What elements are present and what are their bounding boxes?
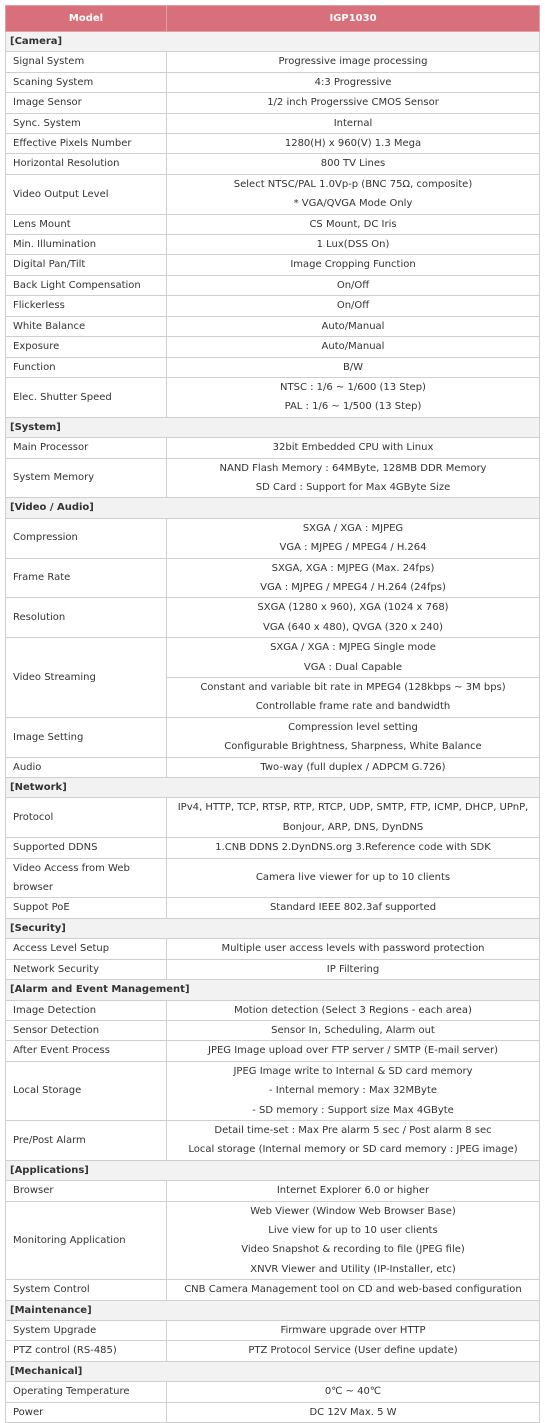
spec-label: Flickerless — [6, 296, 167, 316]
spec-row — [6, 1061, 540, 1120]
spec-value — [167, 1061, 540, 1120]
spec-value-line: - Internal memory : Max 32MByte — [268, 1085, 438, 1097]
section-title: [Maintenance] — [6, 1300, 540, 1320]
spec-value — [167, 757, 540, 777]
spec-row — [6, 717, 540, 757]
spec-label: Power — [6, 1402, 167, 1422]
spec-row — [6, 438, 540, 458]
spec-value-line: Camera live viewer for up to 10 clients — [255, 872, 451, 884]
spec-label: Access Level Setup — [6, 939, 167, 959]
spec-value — [167, 1321, 540, 1341]
section-row — [6, 1160, 540, 1180]
spec-value-line: VGA : MJPEG / MPEG4 / H.264 (24fps) — [260, 581, 446, 593]
spec-value — [167, 838, 540, 858]
spec-value-line: VGA (640 x 480), QVGA (320 x 240) — [263, 621, 443, 633]
spec-value — [167, 113, 540, 133]
spec-label: Function — [6, 357, 167, 377]
spec-row — [6, 134, 540, 154]
section-title: [System] — [6, 417, 540, 437]
spec-label: Video Streaming — [6, 638, 167, 718]
spec-label — [6, 858, 167, 898]
spec-value — [167, 134, 540, 154]
spec-value-line: Compression level setting — [288, 721, 418, 733]
spec-label: Image Detection — [6, 1000, 167, 1020]
spec-label: Suppot PoE — [6, 898, 167, 918]
spec-row — [6, 93, 540, 113]
spec-value — [167, 717, 540, 757]
spec-row — [6, 1201, 540, 1280]
section-row — [6, 980, 540, 1000]
spec-value-line: 0℃ ~ 40℃ — [324, 1386, 382, 1398]
spec-value-line: 1280(H) x 960(V) 1.3 Mega — [284, 138, 422, 150]
spec-label: Local Storage — [6, 1061, 167, 1120]
spec-row — [6, 377, 540, 417]
spec-value-line: Select NTSC/PAL 1.0Vp-p (BNC 75Ω, composite) — [233, 178, 473, 190]
spec-value-line: Image Cropping Function — [290, 259, 416, 271]
section-title: [Alarm and Event Management] — [6, 980, 540, 1000]
spec-value-line: IP Filtering — [326, 963, 380, 975]
spec-row — [6, 898, 540, 918]
spec-value-line: PTZ Protocol Service (User define update) — [248, 1345, 458, 1357]
spec-value-line: NTSC : 1/6 ~ 1/600 (13 Step) — [280, 381, 426, 393]
spec-value — [167, 638, 540, 678]
spec-row — [6, 638, 540, 678]
spec-row — [6, 296, 540, 316]
spec-value — [167, 959, 540, 979]
spec-label: System Control — [6, 1280, 167, 1300]
spec-value — [167, 316, 540, 336]
spec-value-line: Internal — [333, 117, 373, 129]
spec-row — [6, 113, 540, 133]
spec-value-line: On/Off — [336, 300, 370, 312]
spec-value-line: NAND Flash Memory : 64MByte, 128MB DDR Memory — [219, 462, 487, 474]
spec-value-line: Internet Explorer 6.0 or higher — [276, 1185, 430, 1197]
spec-label: Lens Mount — [6, 214, 167, 234]
spec-row — [6, 1020, 540, 1040]
spec-label: System Upgrade — [6, 1321, 167, 1341]
spec-row — [6, 255, 540, 275]
spec-label: Resolution — [6, 598, 167, 638]
spec-value-line: Local storage (Internal memory or SD card memory : JPEG image) — [188, 1144, 518, 1156]
spec-value-line: XNVR Viewer and Utility (IP-Installer, etc) — [250, 1263, 456, 1275]
spec-value-line: Auto/Manual — [321, 320, 385, 332]
spec-label: Supported DDNS — [6, 838, 167, 858]
spec-value-line: Standard IEEE 802.3af supported — [269, 902, 437, 914]
spec-value — [167, 174, 540, 214]
spec-value-line: Two-way (full duplex / ADPCM G.726) — [260, 761, 446, 773]
spec-row — [6, 1181, 540, 1201]
spec-value — [167, 357, 540, 377]
spec-row — [6, 939, 540, 959]
section-row — [6, 498, 540, 518]
spec-value-line: 1/2 inch Progerssive CMOS Sensor — [267, 97, 439, 109]
spec-row — [6, 518, 540, 558]
spec-row — [6, 1341, 540, 1361]
spec-row — [6, 275, 540, 295]
spec-value-line: 32bit Embedded CPU with Linux — [272, 442, 434, 454]
spec-value-line: PAL : 1/6 ~ 1/500 (13 Step) — [284, 401, 422, 413]
spec-value-line: 1.CNB DDNS 2.DynDNS.org 3.Reference code with SDK — [215, 842, 491, 854]
spec-value — [167, 214, 540, 234]
spec-row — [6, 337, 540, 357]
spec-value — [167, 558, 540, 598]
spec-value — [167, 798, 540, 838]
spec-value-line: Configurable Brightness, Sharpness, White Balance — [224, 741, 482, 753]
spec-label: Operating Temperature — [6, 1382, 167, 1402]
spec-value — [167, 93, 540, 113]
spec-value-line: Auto/Manual — [321, 341, 385, 353]
spec-value — [167, 72, 540, 92]
spec-value-line: SXGA (1280 x 960), XGA (1024 x 768) — [257, 602, 449, 614]
spec-label: White Balance — [6, 316, 167, 336]
spec-value — [167, 1181, 540, 1201]
spec-row — [6, 1041, 540, 1061]
spec-value-line: JPEG Image upload over FTP server / SMTP (E-mail server) — [208, 1045, 498, 1057]
spec-value-line: Detail time-set : Max Pre alarm 5 sec / Post alarm 8 sec — [214, 1124, 492, 1136]
spec-table — [5, 5, 540, 1423]
spec-value-line: Web Viewer (Window Web Browser Base) — [250, 1205, 456, 1217]
section-row — [6, 417, 540, 437]
spec-row — [6, 858, 540, 898]
spec-label: Frame Rate — [6, 558, 167, 598]
spec-value-line: VGA : Dual Capable — [303, 661, 403, 673]
spec-value — [167, 1382, 540, 1402]
spec-value — [167, 1120, 540, 1160]
header-row — [6, 6, 540, 32]
spec-row — [6, 235, 540, 255]
spec-label: Browser — [6, 1181, 167, 1201]
model-header: Model — [6, 6, 167, 32]
spec-value-line: SXGA / XGA : MJPEG — [302, 522, 404, 534]
spec-label: Protocol — [6, 798, 167, 838]
spec-value — [167, 377, 540, 417]
spec-label: Monitoring Application — [6, 1201, 167, 1280]
section-title: [Applications] — [6, 1160, 540, 1180]
spec-value — [167, 1000, 540, 1020]
spec-row — [6, 598, 540, 638]
spec-value-line: Live view for up to 10 user clients — [268, 1224, 438, 1236]
spec-value-line: VGA : MJPEG / MPEG4 / H.264 — [279, 542, 427, 554]
spec-value — [167, 1341, 540, 1361]
spec-row — [6, 838, 540, 858]
spec-value-line: B/W — [342, 361, 364, 373]
spec-value-line: Firmware upgrade over HTTP — [280, 1325, 426, 1336]
section-row — [6, 918, 540, 938]
spec-row — [6, 1321, 540, 1341]
spec-value-line: Sensor In, Scheduling, Alarm out — [271, 1024, 435, 1036]
section-title: [Mechanical] — [6, 1361, 540, 1381]
spec-row — [6, 174, 540, 214]
spec-value-line: SD Card : Support for Max 4GByte Size — [255, 481, 451, 493]
spec-row — [6, 214, 540, 234]
spec-label: Effective Pixels Number — [6, 134, 167, 154]
section-row — [6, 778, 540, 798]
spec-value — [167, 678, 540, 718]
spec-row — [6, 1382, 540, 1402]
spec-label: Digital Pan/Tilt — [6, 255, 167, 275]
spec-value — [167, 296, 540, 316]
spec-value — [167, 52, 540, 72]
spec-row — [6, 72, 540, 92]
spec-value — [167, 458, 540, 498]
spec-row — [6, 357, 540, 377]
spec-value-line: 4:3 Progressive — [314, 76, 392, 88]
section-title: [Network] — [6, 778, 540, 798]
spec-value — [167, 1020, 540, 1040]
spec-value — [167, 939, 540, 959]
spec-value-line: On/Off — [336, 279, 370, 291]
spec-body — [6, 32, 540, 1423]
spec-value-line: * VGA/QVGA Mode Only — [293, 198, 413, 210]
spec-label: System Memory — [6, 458, 167, 498]
spec-value — [167, 518, 540, 558]
spec-value-line: Motion detection (Select 3 Regions - each area) — [234, 1004, 472, 1016]
spec-value-line: Constant and variable bit rate in MPEG4 (128kbps ~ 3M bps) — [200, 682, 506, 693]
spec-row — [6, 52, 540, 72]
spec-label: Image Setting — [6, 717, 167, 757]
section-title: [Video / Audio] — [6, 498, 540, 518]
spec-label: Pre/Post Alarm — [6, 1120, 167, 1160]
spec-value — [167, 154, 540, 174]
spec-value-line: SXGA, XGA : MJPEG (Max. 24fps) — [271, 562, 435, 574]
spec-value — [167, 898, 540, 918]
spec-label: Exposure — [6, 337, 167, 357]
spec-value-line: Multiple user access levels with password protection — [221, 943, 485, 955]
spec-label-line: browser — [13, 882, 54, 894]
spec-row — [6, 154, 540, 174]
spec-value-line: 800 TV Lines — [320, 158, 386, 170]
spec-value-line: Progressive image processing — [278, 56, 428, 68]
spec-row — [6, 1280, 540, 1300]
spec-label: Video Output Level — [6, 174, 167, 214]
spec-label: Compression — [6, 518, 167, 558]
spec-row — [6, 1120, 540, 1160]
spec-value — [167, 598, 540, 638]
spec-label: Horizontal Resolution — [6, 154, 167, 174]
spec-label: Sync. System — [6, 113, 167, 133]
spec-value-line: Video Snapshot & recording to file (JPEG file) — [241, 1244, 465, 1256]
spec-value-line: CS Mount, DC Iris — [309, 218, 397, 230]
spec-label: Audio — [6, 757, 167, 777]
spec-label: Network Security — [6, 959, 167, 979]
spec-value — [167, 235, 540, 255]
spec-label-line: Video Access from Web — [13, 862, 130, 874]
spec-value — [167, 255, 540, 275]
spec-value-line: 1 Lux(DSS On) — [316, 239, 390, 251]
spec-label: PTZ control (RS-485) — [6, 1341, 167, 1361]
spec-row — [6, 1000, 540, 1020]
spec-label: Image Sensor — [6, 93, 167, 113]
spec-value — [167, 337, 540, 357]
model-value-header: IGP1030 — [167, 6, 540, 32]
section-row — [6, 1300, 540, 1320]
spec-row — [6, 959, 540, 979]
spec-value-line: SXGA / XGA : MJPEG Single mode — [270, 642, 436, 654]
spec-value — [167, 438, 540, 458]
section-title: [Security] — [6, 918, 540, 938]
spec-row — [6, 316, 540, 336]
spec-label: Back Light Compensation — [6, 275, 167, 295]
spec-value — [167, 1280, 540, 1300]
spec-value-line: IPv4, HTTP, TCP, RTSP, RTP, RTCP, UDP, SMTP, FTP, ICMP, DHCP, UPnP, — [177, 802, 529, 814]
spec-value — [167, 1402, 540, 1422]
spec-value — [167, 858, 540, 898]
spec-value-line: - SD memory : Support size Max 4GByte — [252, 1104, 454, 1116]
spec-label: Elec. Shutter Speed — [6, 377, 167, 417]
spec-value-line: Controllable frame rate and bandwidth — [255, 701, 451, 713]
spec-value-line: Bonjour, ARP, DNS, DynDNS — [282, 821, 424, 833]
spec-label: Main Processor — [6, 438, 167, 458]
spec-label: Min. Illumination — [6, 235, 167, 255]
spec-row — [6, 798, 540, 838]
spec-value — [167, 275, 540, 295]
spec-row — [6, 458, 540, 498]
spec-row — [6, 757, 540, 777]
spec-label: After Event Process — [6, 1041, 167, 1061]
spec-value-line: CNB Camera Management tool on CD and web-based configuration — [184, 1284, 522, 1296]
spec-label: Scaning System — [6, 72, 167, 92]
spec-value-line: DC 12V Max. 5 W — [309, 1406, 397, 1418]
spec-value — [167, 1041, 540, 1061]
spec-row — [6, 1402, 540, 1422]
spec-value-line: JPEG Image write to Internal & SD card memory — [233, 1065, 473, 1077]
spec-label: Sensor Detection — [6, 1020, 167, 1040]
spec-row — [6, 558, 540, 598]
spec-label: Signal System — [6, 52, 167, 72]
section-title: [Camera] — [6, 32, 540, 52]
section-row — [6, 32, 540, 52]
spec-value — [167, 1201, 540, 1280]
